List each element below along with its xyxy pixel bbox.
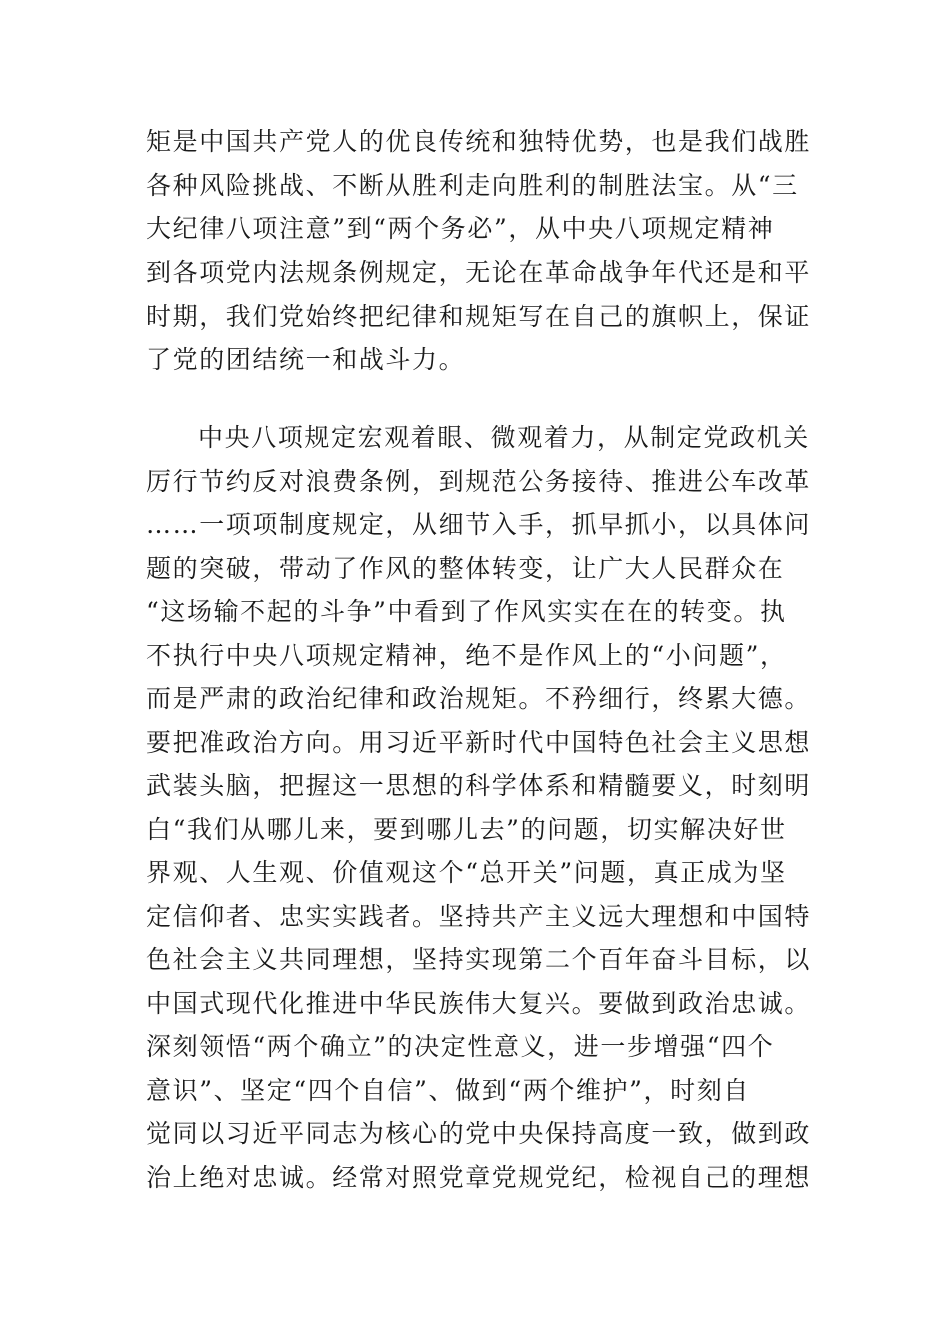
text-line: 而是严肃的政治纪律和政治规矩。不矜细行，终累大德。 [146, 684, 812, 713]
text-line: 了党的团结统一和战斗力。 [146, 345, 466, 374]
text-line: 定信仰者、忠实实践者。坚持共产主义远大理想和中国特 [146, 902, 812, 931]
text-line: 题的突破，带动了作风的整体转变，让广大人民群众在 [146, 554, 785, 583]
text-line: 中国式现代化推进中华民族伟大复兴。要做到政治忠诚。 [146, 989, 812, 1018]
text-line: 意识”、坚定“四个自信”、做到“两个维护”，时刻自 [146, 1076, 750, 1105]
text-line: 白“我们从哪儿来，要到哪儿去”的问题，切实解决好世 [146, 815, 787, 844]
text-line: ……一项项制度规定，从细节入手，抓早抓小，以具体问 [146, 510, 812, 539]
text-line: 觉同以习近平同志为核心的党中央保持高度一致，做到政 [146, 1119, 812, 1148]
text-line: 武装头脑，把握这一思想的科学体系和精髓要义，时刻明 [146, 771, 812, 800]
text-line: 厉行节约反对浪费条例，到规范公务接待、推进公车改革 [146, 467, 812, 496]
text-line: 到各项党内法规条例规定，无论在革命战争年代还是和平 [146, 258, 812, 287]
text-line: “这场输不起的斗争”中看到了作风实实在在的转变。执 [146, 597, 787, 626]
text-line: 要把准政治方向。用习近平新时代中国特色社会主义思想 [146, 728, 812, 757]
text-line: 大纪律八项注意”到“两个务必”，从中央八项规定精神 [146, 214, 775, 243]
text-line: 中央八项规定宏观着眼、微观着力，从制定党政机关 [198, 423, 810, 452]
text-line: 色社会主义共同理想，坚持实现第二个百年奋斗目标，以 [146, 945, 812, 974]
text-line: 深刻领悟“两个确立”的决定性意义，进一步增强“四个 [146, 1032, 775, 1061]
text-line: 治上绝对忠诚。经常对照党章党规党纪，检视自己的理想 [146, 1163, 812, 1192]
text-line: 各种风险挑战、不断从胜利走向胜利的制胜法宝。从“三 [146, 171, 799, 200]
text-line: 不执行中央八项规定精神，绝不是作风上的“小问题”， [146, 641, 787, 670]
text-line: 时期，我们党始终把纪律和规矩写在自己的旗帜上，保证 [146, 302, 812, 331]
text-line: 界观、人生观、价值观这个“总开关”问题，真正成为坚 [146, 858, 787, 887]
text-line: 矩是中国共产党人的优良传统和独特优势，也是我们战胜 [146, 127, 812, 156]
